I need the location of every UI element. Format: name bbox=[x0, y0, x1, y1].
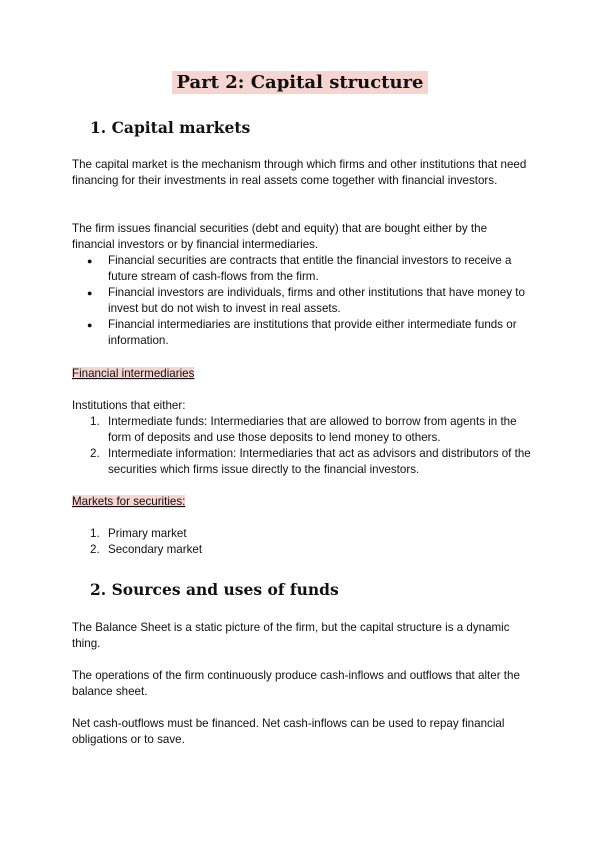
paragraph-institutions-intro: Institutions that either: bbox=[72, 399, 186, 412]
subheading-markets-securities: Markets for securities: bbox=[72, 495, 186, 508]
numbered-list-intermediaries bbox=[72, 414, 542, 478]
page-title-wrap bbox=[0, 72, 600, 93]
subheading-financial-intermediaries: Financial intermediaries bbox=[72, 367, 195, 380]
bullet-item: ● Financial securities are contracts that entitle the financial investors to receive a future stream of cash-flows from the firm. bbox=[72, 253, 542, 285]
subheading-markets-securities-wrap bbox=[72, 494, 532, 510]
bullet-list-definitions bbox=[72, 253, 542, 349]
paragraph-capital-market-definition: The capital market is the mechanism through which firms and other institutions that need financing for their investments in real assets come together with financial investors. bbox=[72, 158, 527, 187]
section-heading-sources-uses: 2. Sources and uses of funds bbox=[90, 580, 339, 599]
paragraph-operations: The operations of the firm continuously produce cash-inflows and outflows that alter the balance sheet. bbox=[72, 669, 520, 698]
numbered-item: 1. Primary market bbox=[90, 527, 187, 540]
paragraph-financial-securities: The firm issues financial securities (debt and equity) that are bought either by the financial investors or by financial intermediaries. bbox=[72, 222, 488, 251]
bullet-item: ● Financial investors are individuals, firms and other institutions that have money to invest but do not wish to invest in real assets. bbox=[72, 285, 542, 317]
numbered-item: 2. Secondary market bbox=[90, 543, 203, 556]
numbered-item: 1. Intermediate funds: Intermediaries that are allowed to borrow from agents in the form of deposits and use those deposits to lend money to others. bbox=[90, 415, 517, 444]
bullet-item: ● Financial intermediaries are institutions that provide either intermediate funds or information. bbox=[72, 317, 542, 349]
numbered-list-markets bbox=[72, 526, 542, 558]
section-heading-capital-markets: 1. Capital markets bbox=[90, 118, 251, 137]
paragraph-balance-sheet: The Balance Sheet is a static picture of the firm, but the capital structure is a dynamic thing. bbox=[72, 621, 510, 650]
numbered-item: 2. Intermediate information: Intermediaries that act as advisors and distributors of the securities which firms issue directly to the financial investors. bbox=[90, 447, 531, 476]
paragraph-net-cash: Net cash-outflows must be financed. Net cash-inflows can be used to repay financial obligations or to save. bbox=[72, 717, 505, 746]
page-title: Part 2: Capital structure bbox=[172, 71, 427, 94]
subheading-financial-intermediaries-wrap bbox=[72, 366, 532, 382]
